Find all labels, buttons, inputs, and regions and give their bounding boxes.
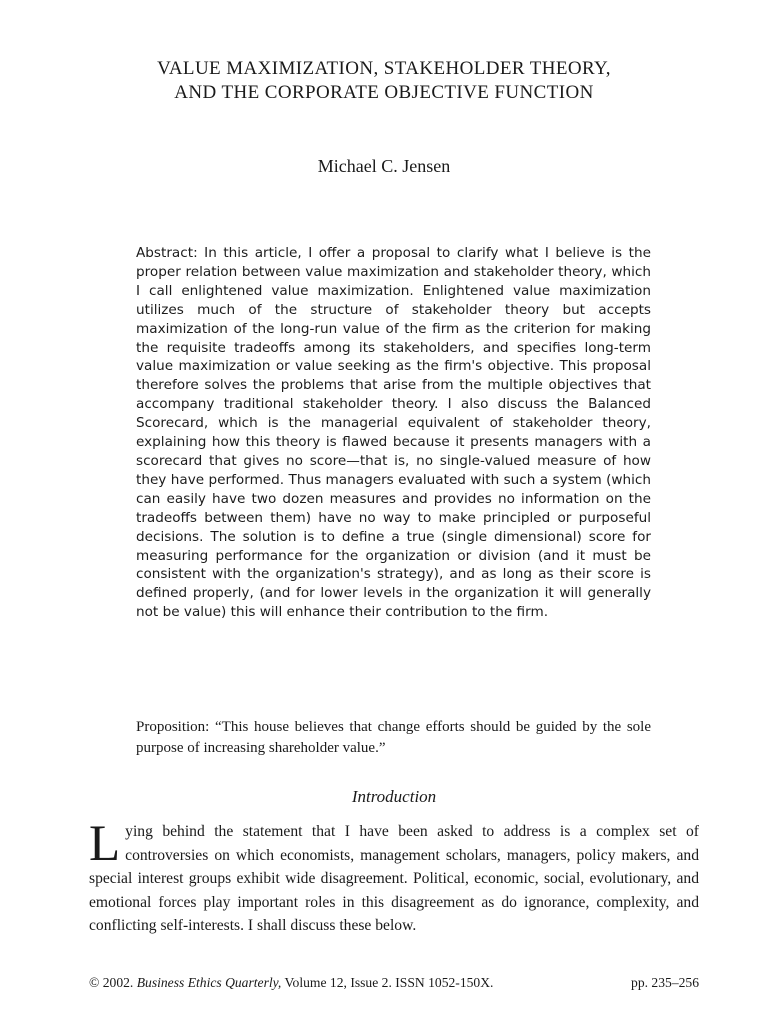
drop-cap: L <box>89 816 121 872</box>
copyright: © 2002. <box>89 975 137 990</box>
section-heading-introduction: Introduction <box>351 787 437 806</box>
introduction-paragraph <box>89 816 699 938</box>
page-range: pp. 235–256 <box>631 975 699 990</box>
introduction-text: ying behind the statement that I have been asked to address is a complex set of controversies on which economists, management scholars, managers, policy makers, and special interest groups exhibit wide disagreement. Political, economic, social, evolutionary, and emotional forces play important roles in this disagreement as do ignorance, complexity, and conflicting self-interests. I shall discuss these below. <box>89 823 699 935</box>
journal-name: Business Ethics Quarterly, <box>136 975 282 990</box>
author-name: Michael C. Jensen <box>317 156 451 176</box>
page-footer <box>89 975 699 991</box>
proposition: Proposition: “This house believes that change efforts should be guided by the sole purpose of increasing shareholder value.” <box>136 719 651 756</box>
paper-title-line-2: AND THE CORPORATE OBJECTIVE FUNCTION <box>174 82 594 103</box>
paper-title-line-1: VALUE MAXIMIZATION, STAKEHOLDER THEORY, <box>157 58 611 79</box>
volume-issue: Volume 12, Issue 2. ISSN 1052-150X. <box>281 975 494 990</box>
abstract: Abstract: In this article, I offer a proposal to clarify what I believe is the proper relation between value maximization and stakeholder theory, which I call enlightened value maximization. Enlightened value maximization utilizes much of the structure of stakeholder theory but accepts maximization of the long-run value of the firm as the criterion for making the requisite tradeoffs among its stakeholders, and specifies long-term value maximization or value seeking as the firm's objective. This proposal therefore solves the problems that arise from the multiple objectives that accompany traditional stakeholder theory. I also discuss the Balanced Scorecard, which is the managerial equivalent of stakeholder theory, explaining how this theory is flawed because it presents managers with a scorecard that gives no score—that is, no single-valued measure of how they have performed. Thus managers evaluated with such a system (which can easily have two dozen measures and provides no information on the tradeoffs between them) have no way to make principled or purposeful decisions. The solution is to define a true (single dimensional) score for measuring performance for the organization or division (and it must be consistent with the organization's strategy), and as long as their score is defined properly, (and for lower levels in the organization it will generally not be value) this will enhance their contribution to the firm. <box>136 245 651 621</box>
citation <box>89 975 493 991</box>
